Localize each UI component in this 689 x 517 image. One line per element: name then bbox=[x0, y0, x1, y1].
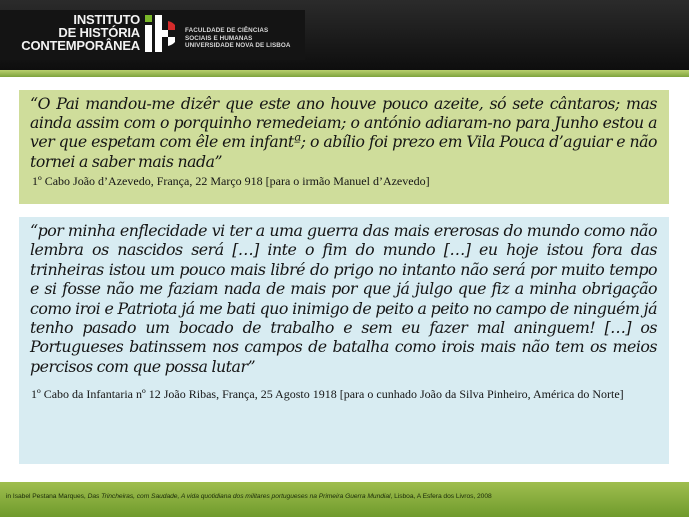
footer-bar bbox=[0, 482, 689, 517]
institution-logo[interactable] bbox=[0, 10, 305, 60]
header-bar bbox=[0, 0, 689, 70]
quote-box-1 bbox=[19, 90, 669, 204]
header-accent-stripe bbox=[0, 70, 689, 77]
quote-text: “por minha enflecidade vi ter a uma guerra das mais ererosas do mundo como não lembra os nascidos será […] inte o fim do mundo […] eu hoje istou fora das trinheiras istou um pouco mais libré do prigo no intanto não será por muito tempo e si fosse não me faziam nada de mais por que já julgo que fiz a minha obrigação como iroi e Patriota já me bati quo inimigo de peito a peito no campo de ninguém já tenho pasado um bocado de trabalho e sem eu fazer mal aninguem! […] os Portugueses batinssem nos campos de batalha como irois mais não tem os meios percisos com que possa lutar” bbox=[30, 221, 657, 376]
institute-name: INSTITUTO DE HISTÓRIA CONTEMPORÂNEA bbox=[21, 12, 140, 53]
book-title: Das Trincheiras, com Saudade, A vida quotidiana dos militares portugueses na Primeira Guerra Mundial bbox=[87, 493, 391, 500]
faculty-name: FACULDADE DE CIÊNCIAS SOCIAIS E HUMANAS UNIVERSIDADE NOVA DE LISBOA bbox=[185, 27, 291, 49]
quote-text: “O Pai mandou-me dizêr que este ano houve pouco azeite, só sete cântaros; mas ainda assim com o porquinho remedeiam; o antónio adiaram-no para Junho estou a ver que espetam com êle em infantª; o abílio foi prezo em Vila Pouca d’aguiar e não tornei a saber mais nada” bbox=[30, 94, 657, 171]
ihc-logo-icon bbox=[145, 15, 175, 52]
quote-attribution: 1º Cabo da Infantaria nº 12 João Ribas, França, 25 Agosto 1918 [para o cunhado João da Silva Pinheiro, América do Norte] bbox=[31, 387, 624, 402]
source-citation: in Isabel Pestana Marques, Das Trincheiras, com Saudade, A vida quotidiana dos militares portugueses na Primeira Guerra Mundial, Lisboa, A Esfera dos Livros, 2008 bbox=[6, 493, 492, 500]
quote-box-2 bbox=[19, 217, 669, 464]
quote-attribution: 1º Cabo João d’Azevedo, França, 22 Março 918 [para o irmão Manuel d’Azevedo] bbox=[32, 173, 430, 188]
